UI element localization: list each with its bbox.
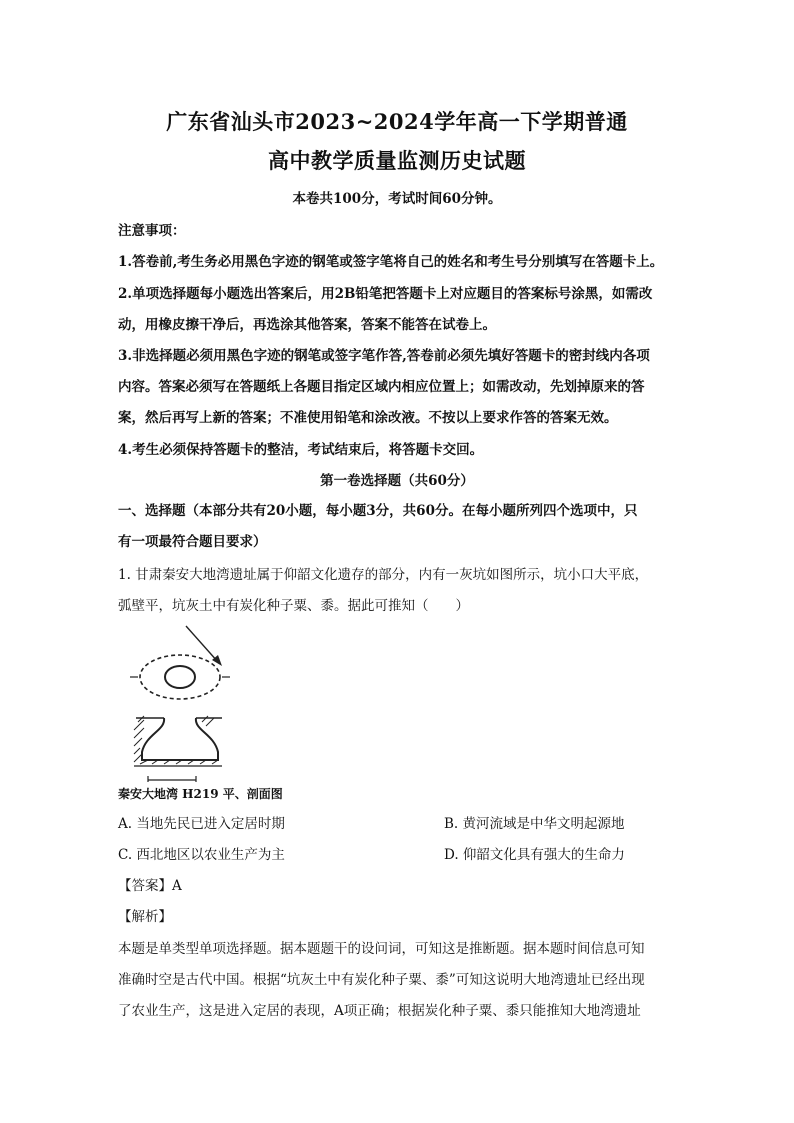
note-item: 3.非选择题必须用黑色字迹的钢笔或签字笔作答,答卷前必须先填好答题卡的密封线内各项 [118,348,650,364]
option-d: D. 仰韶文化具有强大的生命力 [444,847,625,863]
option-c: C. 西北地区以农业生产为主 [118,847,285,863]
document-title-line1: 广东省汕头市2023~2024学年高一下学期普通 [166,109,628,134]
note-item: 动，用橡皮擦干净后，再选涂其他答案，答案不能答在试卷上。 [118,317,496,333]
note-item: 内容。答案必须写在答题纸上各题目指定区域内相应位置上；如需改动，先划掉原来的答 [118,379,645,395]
document-title-line2: 高中教学质量监测历史试题 [268,148,526,173]
option-b: B. 黄河流域是中华文明起源地 [444,816,625,832]
pit-plan-section-figure [118,622,278,790]
notes-heading: 注意事项： [118,223,186,239]
analysis-line: 准确时空是古代中国。根据“坑灰土中有炭化种子粟、黍”可知这说明大地湾遗址已经出现 [118,972,645,988]
section-intro-continued: 有一项最符合题目要求） [118,534,267,550]
note-item: 2.单项选择题每小题选出答案后，用2B铅笔把答题卡上对应题目的答案标号涂黑，如需改 [118,286,653,302]
note-item: 1.答卷前,考生务必用黑色字迹的钢笔或签字笔将自己的姓名和考生号分别填写在答题卡上。 [118,254,664,270]
analysis-line: 本题是单类型单项选择题。据本题题干的设问词，可知这是推断题。据本题时间信息可知 [118,941,645,957]
option-a: A. 当地先民已进入定居时期 [118,816,285,832]
exam-info: 本卷共100分，考试时间60分钟。 [292,191,502,207]
question-stem-continued: 弧壁平，坑灰土中有炭化种子粟、黍。据此可推知（ ） [118,598,469,614]
figure-caption: 秦安大地湾 H219 平、剖面图 [118,787,283,801]
question-stem: 1. 甘肃秦安大地湾遗址属于仰韶文化遗存的部分，内有一灰坑如图所示，坑小口大平底， [118,567,649,583]
section-title: 第一卷选择题（共60分） [320,473,474,489]
note-item: 4.考生必须保持答题卡的整洁，考试结束后，将答题卡交回。 [118,442,484,458]
analysis-heading: 【解析】 [118,909,172,925]
note-item: 案，然后再写上新的答案；不准使用铅笔和涂改液。不按以上要求作答的答案无效。 [118,410,618,426]
answer-label: 【答案】A [118,878,182,894]
section-intro: 一、选择题（本部分共有20小题，每小题3分，共60分。在每小题所列四个选项中，只 [118,503,638,519]
analysis-line: 了农业生产，这是进入定居的表现，A项正确；根据炭化种子粟、黍只能推知大地湾遗址 [118,1003,641,1019]
